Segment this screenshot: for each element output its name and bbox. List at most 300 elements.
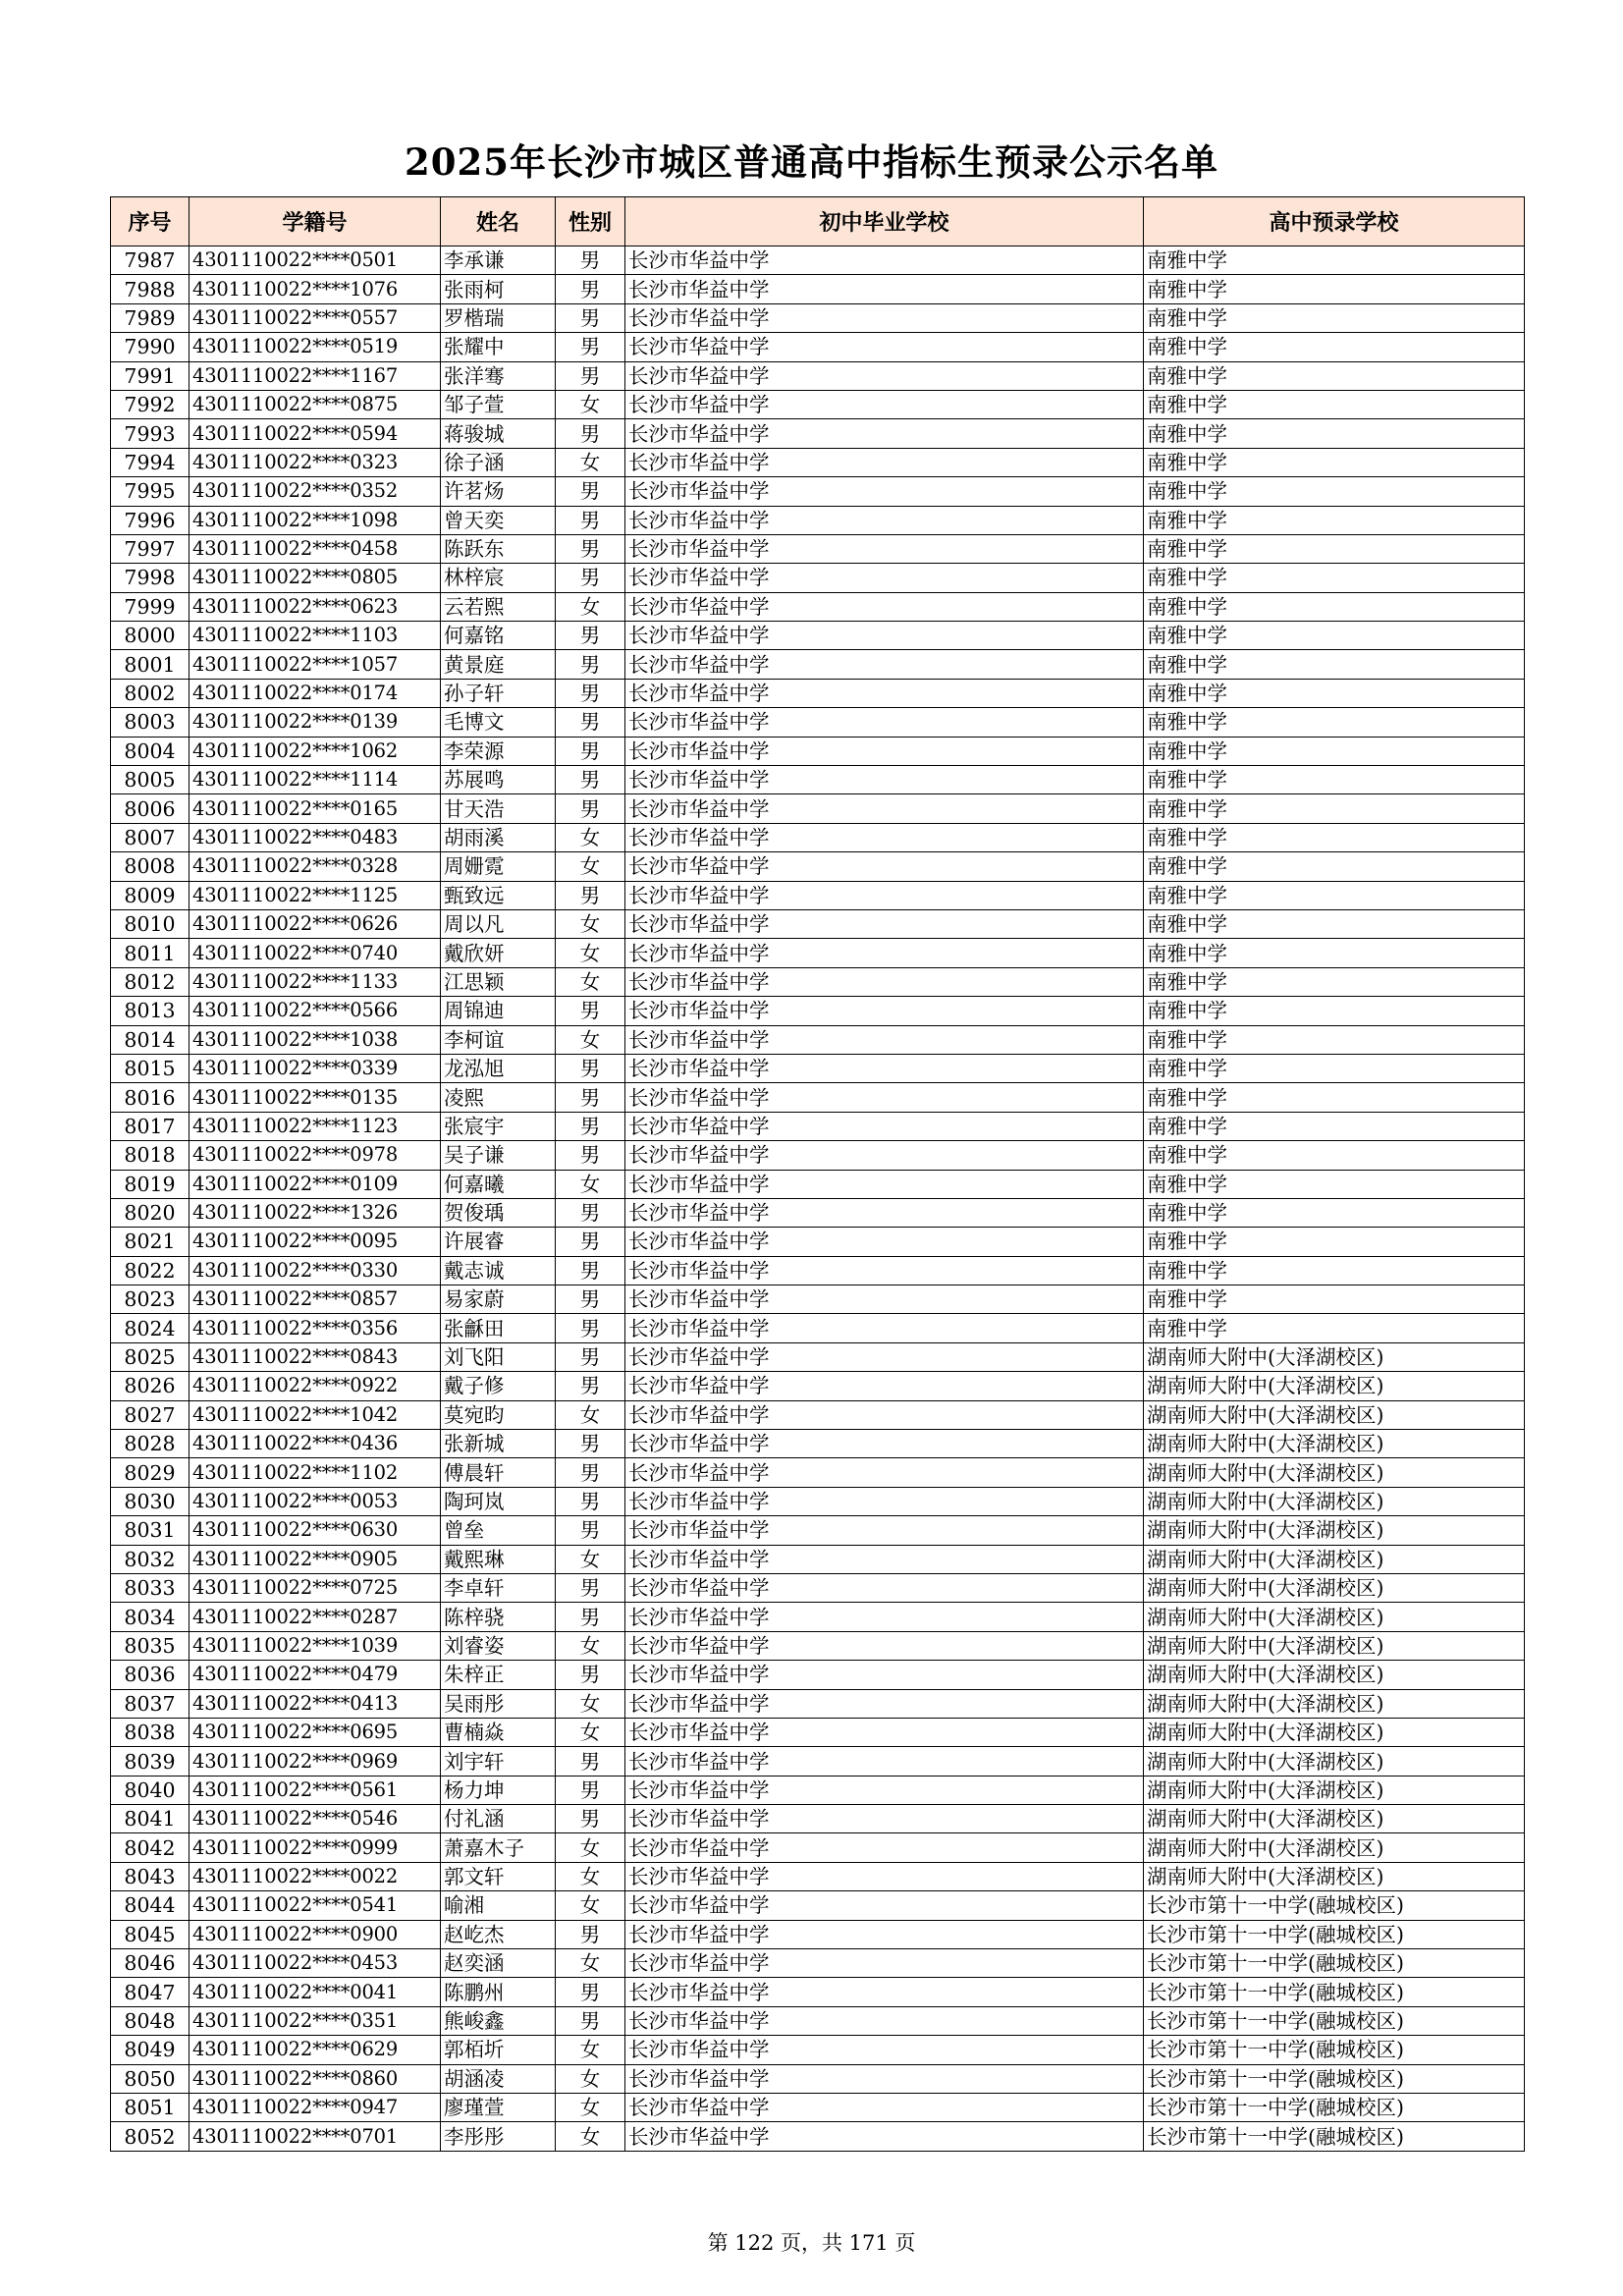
cell-student-id: 4301110022****1103 <box>189 622 441 650</box>
cell-seq: 8017 <box>111 1112 189 1140</box>
cell-seq: 8036 <box>111 1661 189 1689</box>
table-row <box>111 1545 1525 1573</box>
column-header-student-id: 学籍号 <box>189 197 441 246</box>
table-row <box>111 1891 1525 1920</box>
cell-junior-school: 长沙市华益中学 <box>625 1458 1144 1487</box>
cell-gender: 男 <box>556 737 625 765</box>
table-row <box>111 650 1525 679</box>
cell-seq: 8047 <box>111 1978 189 2006</box>
cell-senior-school: 长沙市第十一中学(融城校区) <box>1144 2006 1525 2035</box>
cell-name: 甄致远 <box>441 881 556 909</box>
cell-name: 张雨柯 <box>441 275 556 303</box>
cell-junior-school: 长沙市华益中学 <box>625 2094 1144 2122</box>
cell-junior-school: 长沙市华益中学 <box>625 1314 1144 1342</box>
cell-gender: 女 <box>556 939 625 967</box>
cell-student-id: 4301110022****0594 <box>189 419 441 448</box>
cell-gender: 男 <box>556 1747 625 1776</box>
cell-junior-school: 长沙市华益中学 <box>625 1228 1144 1256</box>
cell-seq: 8018 <box>111 1141 189 1170</box>
cell-senior-school: 长沙市第十一中学(融城校区) <box>1144 1949 1525 1978</box>
table-row <box>111 2036 1525 2064</box>
cell-name: 张洋骞 <box>441 361 556 390</box>
table-row <box>111 679 1525 707</box>
cell-junior-school: 长沙市华益中学 <box>625 2064 1144 2093</box>
cell-name: 戴志诚 <box>441 1256 556 1285</box>
cell-name: 莫宛昀 <box>441 1400 556 1429</box>
cell-junior-school: 长沙市华益中学 <box>625 1285 1144 1314</box>
cell-senior-school: 南雅中学 <box>1144 361 1525 390</box>
cell-senior-school: 南雅中学 <box>1144 534 1525 563</box>
table-row <box>111 1054 1525 1082</box>
cell-junior-school: 长沙市华益中学 <box>625 1430 1144 1458</box>
cell-gender: 女 <box>556 1025 625 1054</box>
cell-junior-school: 长沙市华益中学 <box>625 1689 1144 1718</box>
cell-seq: 7991 <box>111 361 189 390</box>
cell-gender: 男 <box>556 1314 625 1342</box>
cell-senior-school: 湖南师大附中(大泽湖校区) <box>1144 1862 1525 1890</box>
cell-student-id: 4301110022****0857 <box>189 1285 441 1314</box>
cell-junior-school: 长沙市华益中学 <box>625 708 1144 737</box>
cell-senior-school: 长沙市第十一中学(融城校区) <box>1144 1891 1525 1920</box>
cell-seq: 8044 <box>111 1891 189 1920</box>
cell-senior-school: 南雅中学 <box>1144 246 1525 275</box>
cell-student-id: 4301110022****1133 <box>189 967 441 996</box>
cell-gender: 女 <box>556 2094 625 2122</box>
cell-seq: 8001 <box>111 650 189 679</box>
cell-seq: 8048 <box>111 2006 189 2035</box>
cell-gender: 男 <box>556 650 625 679</box>
cell-seq: 8033 <box>111 1573 189 1602</box>
cell-seq: 8000 <box>111 622 189 650</box>
cell-student-id: 4301110022****1102 <box>189 1458 441 1487</box>
cell-senior-school: 湖南师大附中(大泽湖校区) <box>1144 1487 1525 1515</box>
cell-seq: 8024 <box>111 1314 189 1342</box>
cell-senior-school: 南雅中学 <box>1144 852 1525 881</box>
cell-name: 凌熙 <box>441 1083 556 1112</box>
cell-senior-school: 南雅中学 <box>1144 1198 1525 1227</box>
cell-senior-school: 南雅中学 <box>1144 1054 1525 1082</box>
table-row <box>111 564 1525 592</box>
cell-gender: 女 <box>556 909 625 938</box>
table-row <box>111 1805 1525 1833</box>
cell-student-id: 4301110022****0875 <box>189 390 441 418</box>
cell-senior-school: 湖南师大附中(大泽湖校区) <box>1144 1718 1525 1746</box>
cell-junior-school: 长沙市华益中学 <box>625 1833 1144 1862</box>
cell-gender: 男 <box>556 1083 625 1112</box>
cell-seq: 8032 <box>111 1545 189 1573</box>
cell-junior-school: 长沙市华益中学 <box>625 1661 1144 1689</box>
cell-seq: 8007 <box>111 823 189 851</box>
cell-student-id: 4301110022****0479 <box>189 1661 441 1689</box>
cell-junior-school: 长沙市华益中学 <box>625 592 1144 621</box>
table-row <box>111 2064 1525 2093</box>
cell-gender: 女 <box>556 2122 625 2151</box>
cell-name: 喻湘 <box>441 1891 556 1920</box>
cell-junior-school: 长沙市华益中学 <box>625 333 1144 361</box>
cell-senior-school: 南雅中学 <box>1144 766 1525 794</box>
cell-senior-school: 南雅中学 <box>1144 679 1525 707</box>
table-row <box>111 419 1525 448</box>
cell-gender: 女 <box>556 2036 625 2064</box>
cell-gender: 男 <box>556 564 625 592</box>
table-row <box>111 1228 1525 1256</box>
cell-gender: 男 <box>556 708 625 737</box>
cell-student-id: 4301110022****0287 <box>189 1603 441 1631</box>
cell-student-id: 4301110022****0546 <box>189 1805 441 1833</box>
table-row <box>111 1689 1525 1718</box>
cell-student-id: 4301110022****0095 <box>189 1228 441 1256</box>
cell-gender: 男 <box>556 361 625 390</box>
cell-name: 江思颖 <box>441 967 556 996</box>
cell-seq: 8039 <box>111 1747 189 1776</box>
cell-student-id: 4301110022****0483 <box>189 823 441 851</box>
cell-seq: 8026 <box>111 1372 189 1400</box>
cell-senior-school: 南雅中学 <box>1144 650 1525 679</box>
table-row <box>111 1372 1525 1400</box>
cell-junior-school: 长沙市华益中学 <box>625 997 1144 1025</box>
cell-student-id: 4301110022****0053 <box>189 1487 441 1515</box>
cell-name: 刘宇轩 <box>441 1747 556 1776</box>
cell-gender: 男 <box>556 1805 625 1833</box>
cell-seq: 8008 <box>111 852 189 881</box>
cell-senior-school: 南雅中学 <box>1144 477 1525 506</box>
table-row <box>111 939 1525 967</box>
cell-junior-school: 长沙市华益中学 <box>625 1776 1144 1804</box>
cell-seq: 8016 <box>111 1083 189 1112</box>
cell-name: 熊峻鑫 <box>441 2006 556 2035</box>
cell-name: 周锦迪 <box>441 997 556 1025</box>
cell-gender: 女 <box>556 2064 625 2093</box>
cell-seq: 8021 <box>111 1228 189 1256</box>
cell-seq: 8022 <box>111 1256 189 1285</box>
cell-gender: 男 <box>556 1661 625 1689</box>
cell-student-id: 4301110022****1123 <box>189 1112 441 1140</box>
cell-seq: 8012 <box>111 967 189 996</box>
cell-junior-school: 长沙市华益中学 <box>625 506 1144 534</box>
cell-student-id: 4301110022****0174 <box>189 679 441 707</box>
cell-junior-school: 长沙市华益中学 <box>625 390 1144 418</box>
cell-seq: 8043 <box>111 1862 189 1890</box>
cell-name: 陶珂岚 <box>441 1487 556 1515</box>
cell-senior-school: 南雅中学 <box>1144 622 1525 650</box>
cell-senior-school: 南雅中学 <box>1144 333 1525 361</box>
cell-name: 李荣源 <box>441 737 556 765</box>
cell-student-id: 4301110022****0041 <box>189 1978 441 2006</box>
cell-seq: 8037 <box>111 1689 189 1718</box>
cell-seq: 7992 <box>111 390 189 418</box>
cell-seq: 8023 <box>111 1285 189 1314</box>
cell-junior-school: 长沙市华益中学 <box>625 909 1144 938</box>
cell-gender: 男 <box>556 1458 625 1487</box>
cell-junior-school: 长沙市华益中学 <box>625 650 1144 679</box>
table-row <box>111 1400 1525 1429</box>
cell-senior-school: 湖南师大附中(大泽湖校区) <box>1144 1400 1525 1429</box>
cell-gender: 女 <box>556 390 625 418</box>
cell-seq: 7993 <box>111 419 189 448</box>
cell-senior-school: 湖南师大附中(大泽湖校区) <box>1144 1342 1525 1371</box>
cell-gender: 男 <box>556 1054 625 1082</box>
cell-gender: 女 <box>556 1631 625 1660</box>
cell-gender: 男 <box>556 679 625 707</box>
cell-junior-school: 长沙市华益中学 <box>625 967 1144 996</box>
cell-gender: 女 <box>556 852 625 881</box>
cell-gender: 女 <box>556 1891 625 1920</box>
cell-name: 戴子修 <box>441 1372 556 1400</box>
cell-student-id: 4301110022****0328 <box>189 852 441 881</box>
cell-student-id: 4301110022****0165 <box>189 794 441 823</box>
cell-name: 毛博文 <box>441 708 556 737</box>
cell-seq: 8050 <box>111 2064 189 2093</box>
cell-student-id: 4301110022****0339 <box>189 1054 441 1082</box>
cell-seq: 8004 <box>111 737 189 765</box>
cell-senior-school: 南雅中学 <box>1144 1170 1525 1198</box>
cell-name: 李柯谊 <box>441 1025 556 1054</box>
cell-senior-school: 南雅中学 <box>1144 1025 1525 1054</box>
cell-gender: 男 <box>556 1141 625 1170</box>
cell-student-id: 4301110022****1098 <box>189 506 441 534</box>
cell-name: 云若熙 <box>441 592 556 621</box>
cell-student-id: 4301110022****1042 <box>189 1400 441 1429</box>
cell-name: 张宸宇 <box>441 1112 556 1140</box>
cell-student-id: 4301110022****0541 <box>189 1891 441 1920</box>
cell-senior-school: 南雅中学 <box>1144 1285 1525 1314</box>
cell-senior-school: 南雅中学 <box>1144 1228 1525 1256</box>
table-row <box>111 1198 1525 1227</box>
cell-name: 付礼涵 <box>441 1805 556 1833</box>
cell-senior-school: 长沙市第十一中学(融城校区) <box>1144 1920 1525 1948</box>
cell-student-id: 4301110022****0022 <box>189 1862 441 1890</box>
cell-gender: 男 <box>556 1430 625 1458</box>
cell-student-id: 4301110022****1076 <box>189 275 441 303</box>
cell-junior-school: 长沙市华益中学 <box>625 1487 1144 1515</box>
cell-name: 许茗炀 <box>441 477 556 506</box>
cell-gender: 男 <box>556 477 625 506</box>
cell-student-id: 4301110022****0969 <box>189 1747 441 1776</box>
cell-student-id: 4301110022****0413 <box>189 1689 441 1718</box>
cell-gender: 男 <box>556 1487 625 1515</box>
cell-name: 李卓轩 <box>441 1573 556 1602</box>
cell-junior-school: 长沙市华益中学 <box>625 1054 1144 1082</box>
cell-senior-school: 南雅中学 <box>1144 564 1525 592</box>
table-row <box>111 794 1525 823</box>
cell-seq: 8019 <box>111 1170 189 1198</box>
cell-junior-school: 长沙市华益中学 <box>625 852 1144 881</box>
table-row <box>111 1314 1525 1342</box>
cell-senior-school: 南雅中学 <box>1144 794 1525 823</box>
cell-gender: 男 <box>556 1228 625 1256</box>
table-row <box>111 766 1525 794</box>
cell-senior-school: 湖南师大附中(大泽湖校区) <box>1144 1689 1525 1718</box>
table-row <box>111 967 1525 996</box>
cell-seq: 8045 <box>111 1920 189 1948</box>
table-row <box>111 246 1525 275</box>
cell-name: 李彤彤 <box>441 2122 556 2151</box>
cell-gender: 男 <box>556 1573 625 1602</box>
cell-seq: 7990 <box>111 333 189 361</box>
cell-gender: 女 <box>556 1689 625 1718</box>
cell-name: 刘飞阳 <box>441 1342 556 1371</box>
cell-junior-school: 长沙市华益中学 <box>625 477 1144 506</box>
cell-senior-school: 南雅中学 <box>1144 592 1525 621</box>
cell-senior-school: 长沙市第十一中学(融城校区) <box>1144 2036 1525 2064</box>
cell-senior-school: 湖南师大附中(大泽湖校区) <box>1144 1833 1525 1862</box>
cell-junior-school: 长沙市华益中学 <box>625 1573 1144 1602</box>
cell-name: 胡雨溪 <box>441 823 556 851</box>
cell-senior-school: 南雅中学 <box>1144 967 1525 996</box>
cell-student-id: 4301110022****0109 <box>189 1170 441 1198</box>
cell-student-id: 4301110022****0356 <box>189 1314 441 1342</box>
cell-gender: 男 <box>556 1978 625 2006</box>
cell-name: 戴欣妍 <box>441 939 556 967</box>
cell-student-id: 4301110022****0905 <box>189 1545 441 1573</box>
table-row <box>111 1718 1525 1746</box>
table-row <box>111 737 1525 765</box>
cell-seq: 8020 <box>111 1198 189 1227</box>
cell-student-id: 4301110022****0999 <box>189 1833 441 1862</box>
cell-student-id: 4301110022****0805 <box>189 564 441 592</box>
cell-student-id: 4301110022****1114 <box>189 766 441 794</box>
cell-seq: 8030 <box>111 1487 189 1515</box>
cell-senior-school: 南雅中学 <box>1144 1141 1525 1170</box>
table-row <box>111 2094 1525 2122</box>
cell-name: 朱梓正 <box>441 1661 556 1689</box>
cell-junior-school: 长沙市华益中学 <box>625 303 1144 332</box>
cell-student-id: 4301110022****0630 <box>189 1516 441 1545</box>
cell-junior-school: 长沙市华益中学 <box>625 939 1144 967</box>
cell-junior-school: 长沙市华益中学 <box>625 1372 1144 1400</box>
cell-seq: 8051 <box>111 2094 189 2122</box>
cell-student-id: 4301110022****1326 <box>189 1198 441 1227</box>
cell-gender: 女 <box>556 1545 625 1573</box>
cell-name: 徐子涵 <box>441 448 556 476</box>
cell-student-id: 4301110022****0352 <box>189 477 441 506</box>
table-body <box>111 246 1525 2152</box>
cell-seq: 8009 <box>111 881 189 909</box>
cell-senior-school: 南雅中学 <box>1144 390 1525 418</box>
cell-student-id: 4301110022****1057 <box>189 650 441 679</box>
cell-gender: 女 <box>556 448 625 476</box>
cell-gender: 男 <box>556 1112 625 1140</box>
cell-seq: 7988 <box>111 275 189 303</box>
cell-seq: 8011 <box>111 939 189 967</box>
table-row <box>111 1141 1525 1170</box>
column-header-seq: 序号 <box>111 197 189 246</box>
cell-senior-school: 南雅中学 <box>1144 275 1525 303</box>
cell-junior-school: 长沙市华益中学 <box>625 794 1144 823</box>
table-row <box>111 1661 1525 1689</box>
cell-name: 张新城 <box>441 1430 556 1458</box>
cell-seq: 8034 <box>111 1603 189 1631</box>
page-title: 2025年长沙市城区普通高中指标生预录公示名单 <box>405 140 1218 184</box>
cell-junior-school: 长沙市华益中学 <box>625 564 1144 592</box>
cell-name: 张龢田 <box>441 1314 556 1342</box>
table-row <box>111 477 1525 506</box>
cell-student-id: 4301110022****0453 <box>189 1949 441 1978</box>
table-row <box>111 1631 1525 1660</box>
cell-junior-school: 长沙市华益中学 <box>625 534 1144 563</box>
cell-name: 戴熙琳 <box>441 1545 556 1573</box>
cell-senior-school: 南雅中学 <box>1144 1314 1525 1342</box>
cell-student-id: 4301110022****0843 <box>189 1342 441 1371</box>
cell-gender: 男 <box>556 506 625 534</box>
cell-seq: 8041 <box>111 1805 189 1833</box>
cell-gender: 男 <box>556 333 625 361</box>
cell-gender: 男 <box>556 1516 625 1545</box>
cell-junior-school: 长沙市华益中学 <box>625 1891 1144 1920</box>
cell-name: 李承谦 <box>441 246 556 275</box>
table-row <box>111 1747 1525 1776</box>
cell-student-id: 4301110022****0626 <box>189 909 441 938</box>
cell-senior-school: 南雅中学 <box>1144 1112 1525 1140</box>
header-row <box>111 197 1525 246</box>
cell-gender: 男 <box>556 1372 625 1400</box>
cell-senior-school: 南雅中学 <box>1144 881 1525 909</box>
cell-gender: 男 <box>556 303 625 332</box>
cell-senior-school: 南雅中学 <box>1144 708 1525 737</box>
table-row <box>111 1256 1525 1285</box>
cell-student-id: 4301110022****0922 <box>189 1372 441 1400</box>
cell-gender: 男 <box>556 246 625 275</box>
cell-name: 傅晨轩 <box>441 1458 556 1487</box>
cell-student-id: 4301110022****1039 <box>189 1631 441 1660</box>
cell-gender: 男 <box>556 997 625 1025</box>
cell-student-id: 4301110022****0860 <box>189 2064 441 2093</box>
cell-name: 周以凡 <box>441 909 556 938</box>
cell-gender: 女 <box>556 1862 625 1890</box>
cell-name: 罗楷瑞 <box>441 303 556 332</box>
admission-table <box>110 196 1525 2152</box>
cell-student-id: 4301110022****0330 <box>189 1256 441 1285</box>
cell-senior-school: 长沙市第十一中学(融城校区) <box>1144 2094 1525 2122</box>
cell-junior-school: 长沙市华益中学 <box>625 1256 1144 1285</box>
cell-senior-school: 长沙市第十一中学(融城校区) <box>1144 2122 1525 2151</box>
cell-student-id: 4301110022****0947 <box>189 2094 441 2122</box>
table-row <box>111 1083 1525 1112</box>
cell-gender: 女 <box>556 592 625 621</box>
cell-student-id: 4301110022****0725 <box>189 1573 441 1602</box>
cell-name: 贺俊瑀 <box>441 1198 556 1227</box>
cell-name: 苏展鸣 <box>441 766 556 794</box>
cell-student-id: 4301110022****0501 <box>189 246 441 275</box>
table-row <box>111 823 1525 851</box>
cell-name: 吴子谦 <box>441 1141 556 1170</box>
table-row <box>111 852 1525 881</box>
cell-seq: 8015 <box>111 1054 189 1082</box>
cell-seq: 8028 <box>111 1430 189 1458</box>
table-row <box>111 1949 1525 1978</box>
cell-senior-school: 南雅中学 <box>1144 909 1525 938</box>
cell-gender: 男 <box>556 1603 625 1631</box>
cell-junior-school: 长沙市华益中学 <box>625 2036 1144 2064</box>
cell-seq: 8040 <box>111 1776 189 1804</box>
table-row <box>111 534 1525 563</box>
cell-name: 许展睿 <box>441 1228 556 1256</box>
cell-name: 蒋骏城 <box>441 419 556 448</box>
cell-seq: 8038 <box>111 1718 189 1746</box>
cell-name: 邹子萱 <box>441 390 556 418</box>
table-row <box>111 2122 1525 2151</box>
cell-name: 陈跃东 <box>441 534 556 563</box>
cell-student-id: 4301110022****0561 <box>189 1776 441 1804</box>
table-row <box>111 592 1525 621</box>
cell-senior-school: 南雅中学 <box>1144 997 1525 1025</box>
cell-seq: 8027 <box>111 1400 189 1429</box>
cell-senior-school: 湖南师大附中(大泽湖校区) <box>1144 1458 1525 1487</box>
cell-seq: 8049 <box>111 2036 189 2064</box>
cell-junior-school: 长沙市华益中学 <box>625 1516 1144 1545</box>
cell-senior-school: 南雅中学 <box>1144 448 1525 476</box>
cell-student-id: 4301110022****0458 <box>189 534 441 563</box>
